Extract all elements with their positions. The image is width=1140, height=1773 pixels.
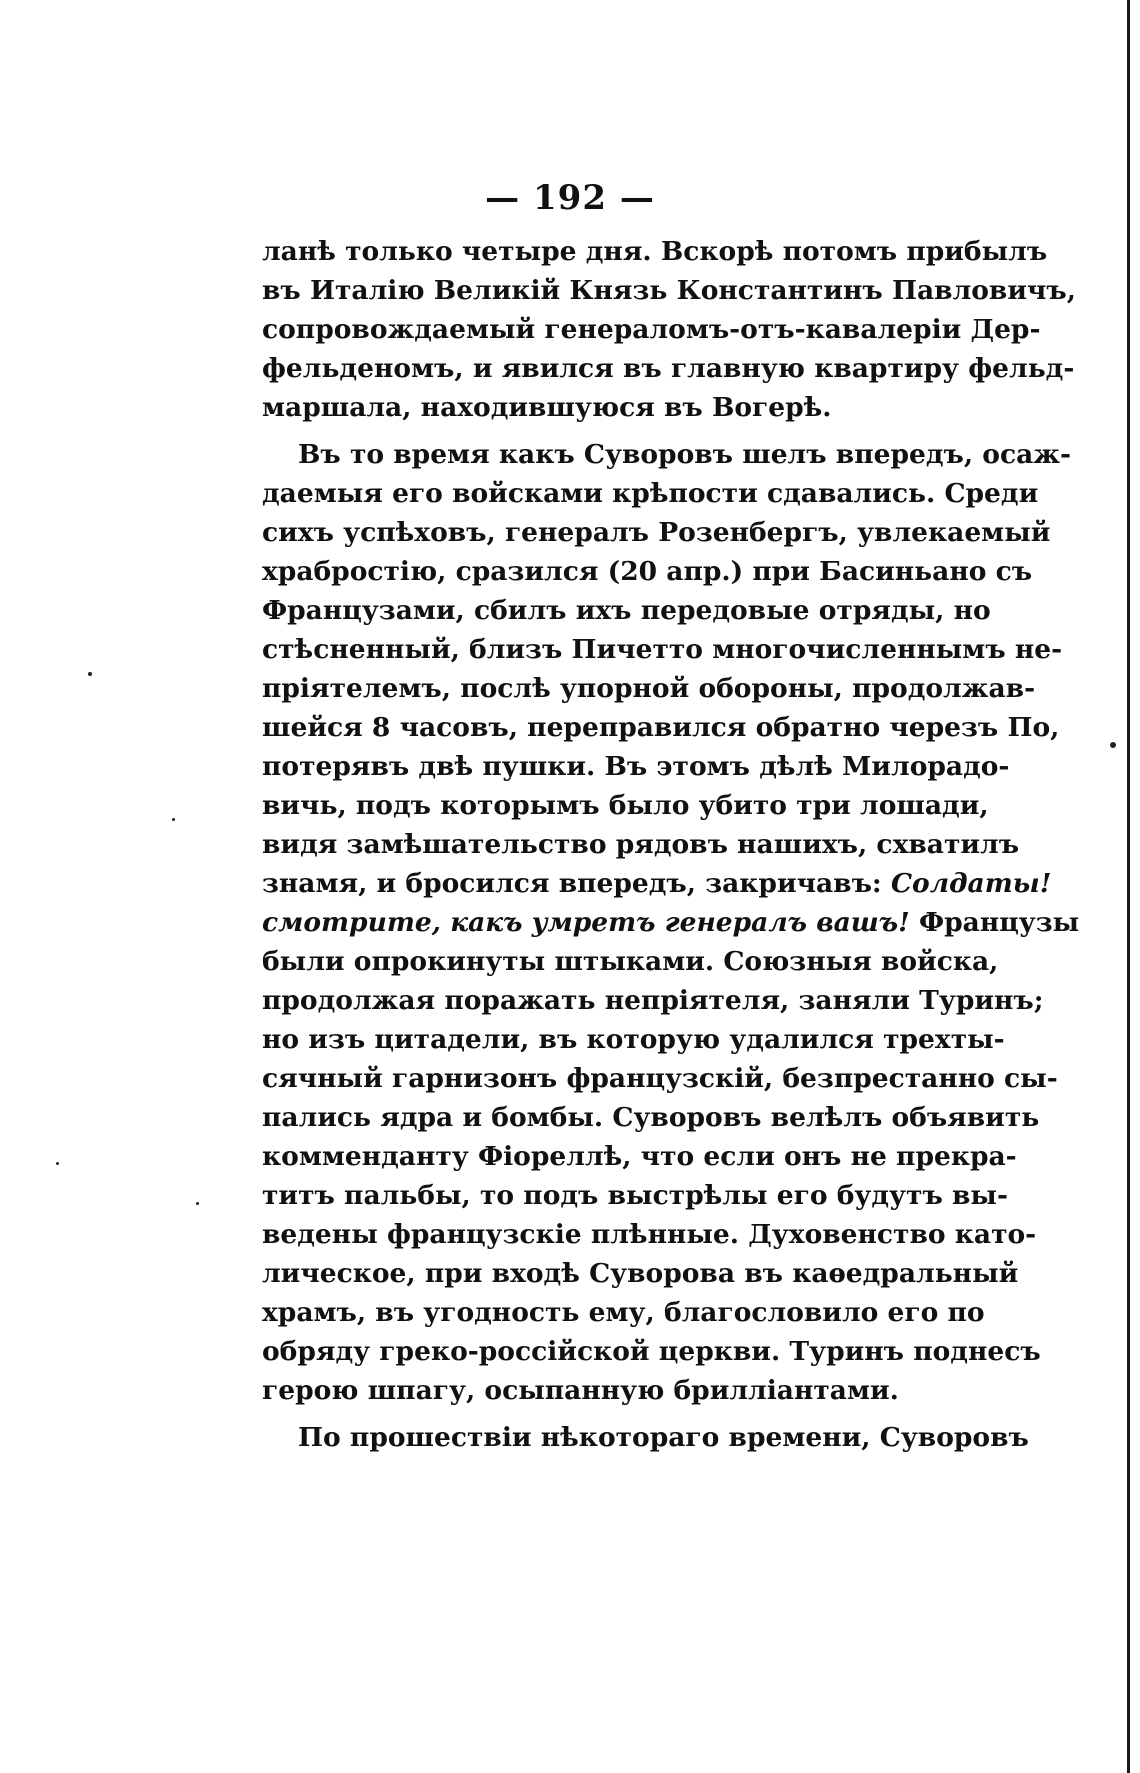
scan-speck — [196, 1202, 199, 1205]
paragraph-start-line: По прошествіи нѣкотораго времени, Суворовъ — [298, 1422, 1029, 1453]
text-line: титъ пальбы, то подъ выстрѣлы его будутъ вы- — [262, 1180, 1008, 1211]
text-line: были опрокинуты штыками. Союзныя войска, — [262, 946, 999, 977]
text-line: ланѣ только четыре дня. Вскорѣ потомъ прибылъ — [262, 236, 1048, 267]
text-line: пріятелемъ, послѣ упорной обороны, продолжав- — [262, 673, 1036, 704]
text-line: потерявъ двѣ пушки. Въ этомъ дѣлѣ Милорадо- — [262, 751, 1010, 782]
text-line: сячный гарнизонъ французскій, безпрестанно сы- — [262, 1063, 1058, 1094]
text-line: комменданту Фіореллѣ, что если онъ не прекра- — [262, 1141, 1017, 1172]
text-line: даемыя его войсками крѣпости сдавались. Среди — [262, 478, 1039, 509]
text-line: маршала, находившуюся въ Вогерѣ. — [262, 392, 832, 423]
text-segment: знамя, и бросился впередъ, закричавъ: — [262, 868, 882, 899]
text-line: но изъ цитадели, въ которую удалился трехты- — [262, 1024, 1005, 1055]
italic-quote: Солдаты! — [890, 868, 1052, 899]
text-line: вичь, подъ которымъ было убито три лошади, — [262, 790, 989, 821]
page-edge-shadow — [1127, 0, 1130, 1773]
text-line: въ Италію Великій Князь Константинъ Павловичъ, — [262, 275, 1076, 306]
text-line: герою шпагу, осыпанную бриллiантами. — [262, 1375, 899, 1406]
text-line: храмъ, въ угодность ему, благословило его по — [262, 1297, 985, 1328]
text-line: Французами, сбилъ ихъ передовые отряды, но — [262, 595, 991, 626]
scan-speck — [88, 672, 92, 676]
text-line: фельденомъ, и явился въ главную квартиру фельд- — [262, 353, 1075, 384]
text-line: шейся 8 часовъ, переправился обратно черезъ По, — [262, 712, 1060, 743]
text-line-with-quote — [262, 903, 1080, 942]
italic-quote: смотрите, какъ умретъ генералъ вашъ! — [262, 907, 910, 938]
text-line: лическое, при входѣ Суворова въ каѳедральный — [262, 1258, 1019, 1289]
scan-speck — [1110, 742, 1116, 748]
text-line: обряду греко-россійской церкви. Туринъ поднесъ — [262, 1336, 1041, 1367]
text-line: ведены французскіе плѣнные. Духовенство като- — [262, 1219, 1037, 1250]
text-line: пались ядра и бомбы. Суворовъ велѣлъ объявить — [262, 1102, 1040, 1133]
scan-speck — [172, 818, 175, 821]
scan-speck — [56, 1162, 59, 1165]
paragraph-start-line: Въ то время какъ Суворовъ шелъ впередъ, осаж- — [298, 439, 1072, 470]
text-line: сопровождаемый генераломъ-отъ-кавалеріи Дер- — [262, 314, 1041, 345]
text-line: сихъ успѣховъ, генералъ Розенбергъ, увлекаемый — [262, 517, 1051, 548]
text-line-with-quote — [262, 864, 1052, 903]
text-line: стѣсненный, близъ Пичетто многочисленнымъ не- — [262, 634, 1063, 665]
text-line: продолжая поражать непріятеля, заняли Туринъ; — [262, 985, 1044, 1016]
text-line: храбростію, сразился (20 апр.) при Басиньано съ — [262, 556, 1033, 587]
body-text — [262, 232, 1080, 1457]
page-number: — 192 — — [485, 178, 655, 218]
text-segment: Французы — [918, 907, 1080, 938]
text-line: видя замѣшательство рядовъ нашихъ, схватилъ — [262, 829, 1020, 860]
